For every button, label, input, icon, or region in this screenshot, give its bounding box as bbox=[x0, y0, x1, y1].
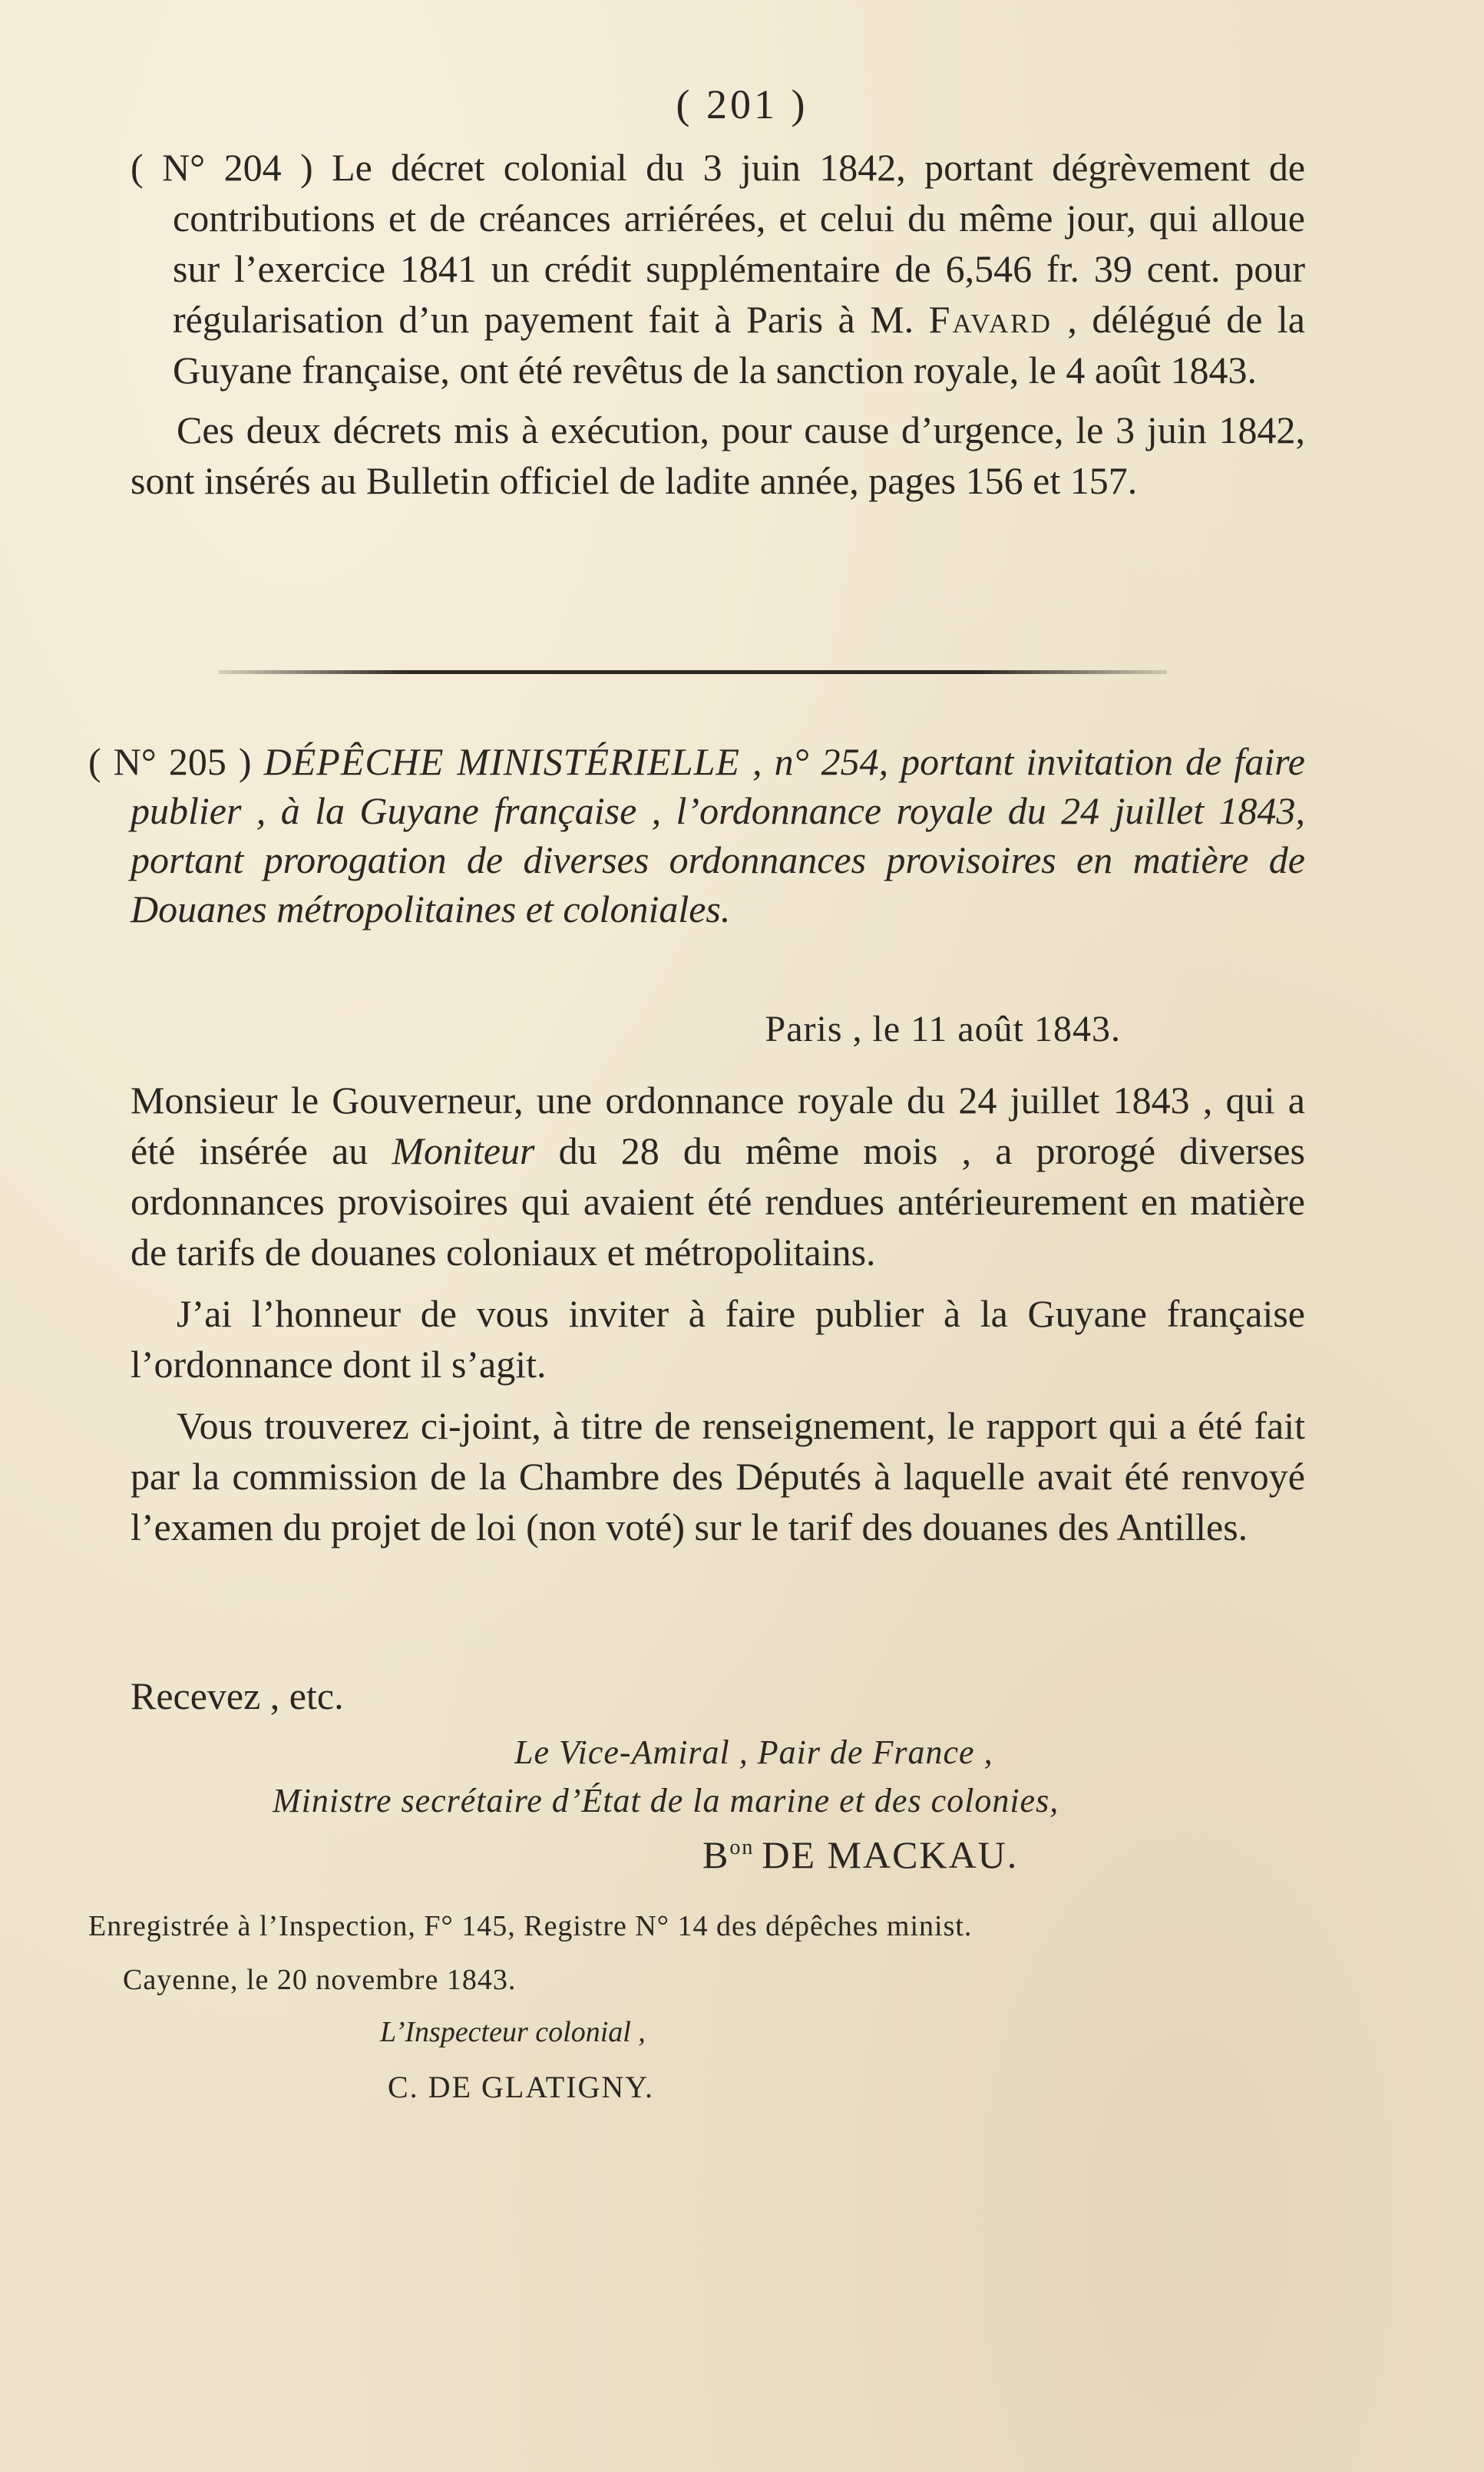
signature-name bbox=[702, 1833, 1018, 1877]
letter-p1-b: du 28 du même mois , a prorogé diverses ordonnances provisoires qui avaient été rendues antérieurement en matière de tarifs de douanes coloniaux et métropolitains. bbox=[131, 1129, 1306, 1274]
letter-paragraph-2: J’ai l’honneur de vous inviter à faire publier à la Guyane française l’ordonnance dont il s’agit. bbox=[131, 1292, 1305, 1386]
section-divider bbox=[219, 670, 1167, 674]
letter-dateline: Paris , le 11 août 1843. bbox=[765, 1009, 1121, 1049]
entry-204-text-b: , délégué de la Guyane française, ont été revêtus de la sanction royale, le 4 août 1843. bbox=[173, 298, 1305, 392]
page-number: ( 201 ) bbox=[676, 81, 808, 127]
entry-205-title-rest: , n° 254, portant invitation de faire publier , à la Guyane française , l’ordonnance royale du 24 juillet 1843, portant prorogation de diverses ordonnances provisoires en matière de Douanes métropolitaines et coloniales. bbox=[131, 740, 1305, 930]
signature-title-abbr: B bbox=[702, 1833, 730, 1876]
entry-204-text-a: Le décret colonial du 3 juin 1842, portant dégrèvement de contributions et de créances arriérées, et celui du même jour, qui alloue sur l’exercice 1841 un crédit supplémentaire de 6,546 fr. 39 cent. pour régularisation d’un payement fait à Paris à M. bbox=[173, 146, 1306, 341]
entry-205-heading bbox=[88, 737, 1305, 934]
registration-line-3: L’Inspecteur colonial , bbox=[380, 2016, 646, 2048]
registration-line-4: C. DE GLATIGNY. bbox=[388, 2070, 655, 2104]
entry-205-number: ( N° 205 ) bbox=[88, 740, 264, 783]
signature-line-2: Ministre secrétaire d’État de la marine et des colonies, bbox=[273, 1782, 1059, 1819]
entry-204-paragraph-2: Ces deux décrets mis à exécution, pour cause d’urgence, le 3 juin 1842, sont insérés au Bulletin officiel de ladite année, pages 156 et 157. bbox=[131, 408, 1305, 502]
entry-204-name: Favard bbox=[928, 298, 1053, 341]
letter-p1-a: Monsieur le Gouverneur, une ordonnance royale du 24 juillet 1843 , qui a été insérée au bbox=[131, 1079, 1305, 1172]
registration-line-2: Cayenne, le 20 novembre 1843. bbox=[123, 1964, 517, 1996]
registration-line-1: Enregistrée à l’Inspection, F° 145, Registre N° 14 des dépêches minist. bbox=[88, 1910, 973, 1942]
entry-204 bbox=[131, 142, 1305, 506]
letter-closing: Recevez , etc. bbox=[131, 1674, 344, 1717]
letter-p1-italic: Moniteur bbox=[392, 1129, 535, 1172]
entry-204-number: ( N° 204 ) bbox=[131, 146, 313, 189]
letter-body bbox=[131, 1075, 1305, 1563]
signature-line-1: Le Vice-Amiral , Pair de France , bbox=[514, 1733, 993, 1771]
letter-paragraph-1 bbox=[131, 1075, 1305, 1277]
entry-205-heading-paragraph bbox=[88, 737, 1305, 934]
signature-surname: DE MACKAU. bbox=[762, 1833, 1019, 1876]
signature-title-sup: on bbox=[729, 1836, 755, 1860]
letter-paragraph-3: Vous trouverez ci-joint, à titre de renseignement, le rapport qui a été fait par la commission de la Chambre des Députés à laquelle avait été renvoyé l’examen du projet de loi (non voté) sur le tarif des douanes des Antilles. bbox=[131, 1404, 1305, 1548]
entry-204-paragraph bbox=[131, 142, 1305, 395]
entry-205-title: DÉPÊCHE MINISTÉRIELLE bbox=[263, 740, 740, 783]
